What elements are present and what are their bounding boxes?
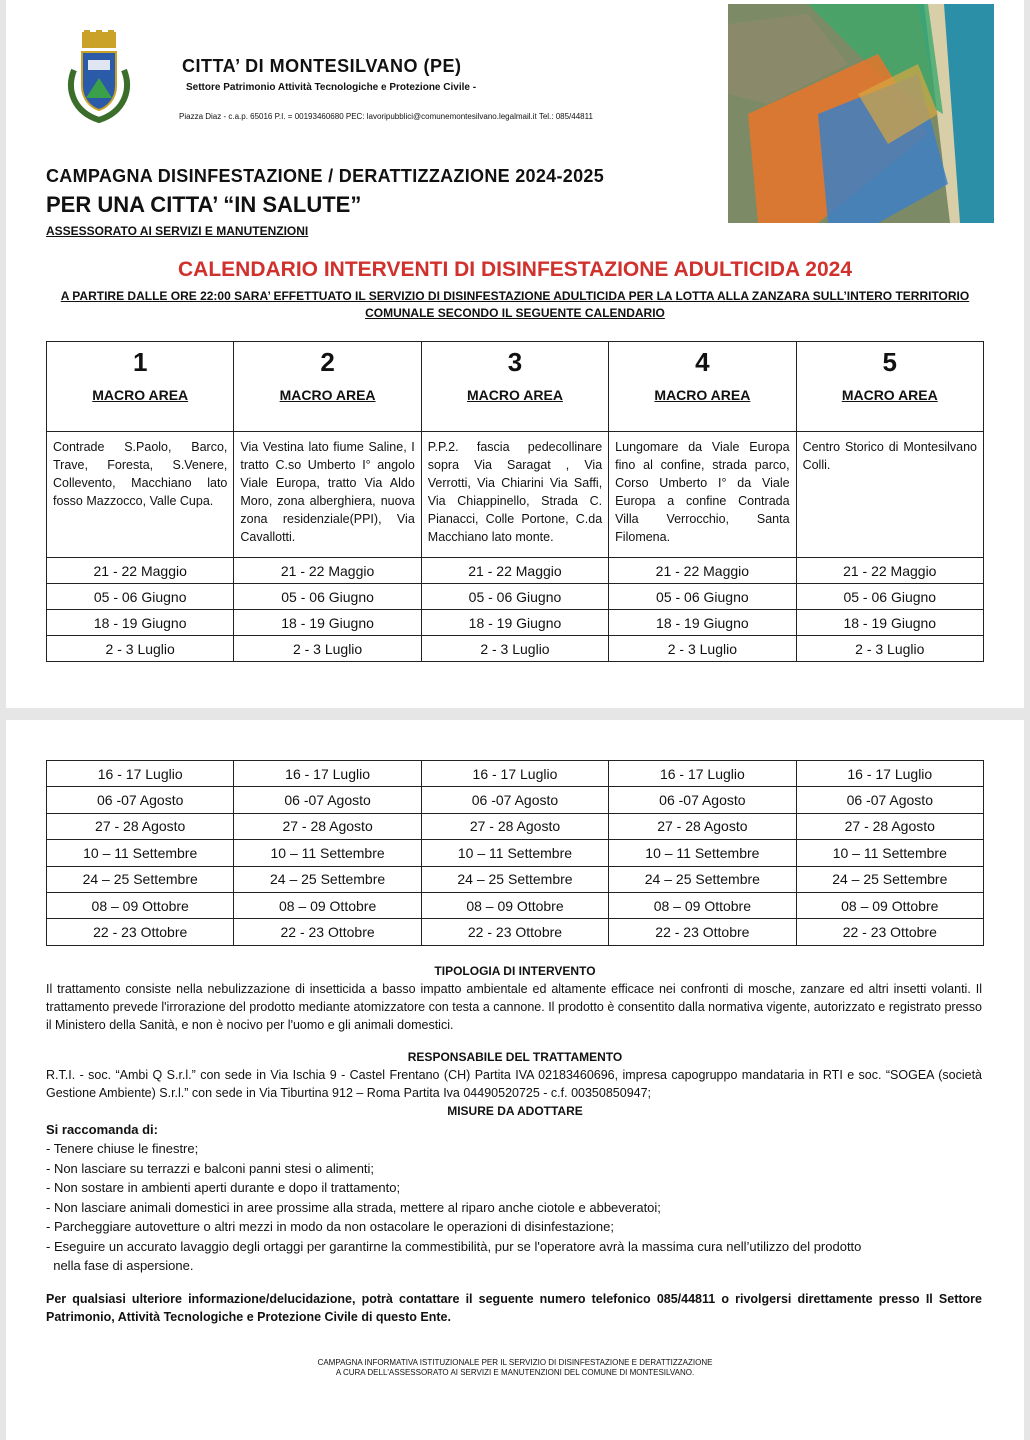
- area-label: MACRO AREA: [234, 382, 421, 432]
- area-label: MACRO AREA: [47, 382, 234, 432]
- document-page-1: [6, 0, 1024, 708]
- misure-item: - Tenere chiuse le finestre;: [46, 1141, 199, 1156]
- date-cell: 10 – 11 Settembre: [47, 840, 234, 866]
- misure-item: - Non lasciare animali domestici in aree prossime alla strada, mettere al riparo anche ciotole e abbeveratoi;: [46, 1199, 661, 1215]
- misure-list: [46, 1139, 982, 1276]
- date-cell: 05 - 06 Giugno: [796, 584, 983, 610]
- area-label: MACRO AREA: [421, 382, 608, 432]
- contact-address: Piazza Diaz - c.a.p. 65016 P.I. = 00193460680 PEC: lavoripubblici@comunemontesilvano.legalmail.it Tel.: 085/44811: [179, 112, 593, 121]
- tipologia-text: Il trattamento consiste nella nebulizzazione di insetticida a basso impatto ambientale ed altamente efficace nei confronti di mosche, zanzare ed altri insetti volanti. Il trattamento prevede l'irrorazione del prodotto mediante atomizzatore con testa a cannone. Il prodotto è consentito dalla normativa vigente, autorizzato e registrato presso il Ministero della Sanità, e non è nocivo per l'uomo e gli animali domestici.: [46, 982, 982, 1032]
- date-cell: 18 - 19 Giugno: [421, 610, 608, 636]
- date-cell: 16 - 17 Luglio: [47, 761, 234, 787]
- department-name: Settore Patrimonio Attività Tecnologiche e Protezione Civile -: [186, 82, 477, 93]
- date-cell: 22 - 23 Ottobre: [609, 919, 796, 945]
- misure-intro: Si raccomanda di:: [46, 1122, 158, 1137]
- date-cell: 24 – 25 Settembre: [796, 866, 983, 892]
- date-cell: 06 -07 Agosto: [47, 787, 234, 813]
- date-cell: 10 – 11 Settembre: [796, 840, 983, 866]
- area-description: Lungomare da Viale Europa fino al confine, strada parco, Corso Umberto I° da Viale Europa a confine Contrada Villa Verrocchio, Santa Filomena.: [609, 432, 796, 558]
- date-row: [47, 761, 984, 787]
- date-cell: 2 - 3 Luglio: [234, 636, 421, 662]
- date-cell: 21 - 22 Maggio: [609, 558, 796, 584]
- date-cell: 27 - 28 Agosto: [234, 813, 421, 839]
- misure-item: - Eseguire un accurato lavaggio degli ortaggi per garantirne la commestibilità, pur se l'operatore avrà la massima cura nell’utilizzo del prodotto: [46, 1238, 862, 1254]
- date-cell: 16 - 17 Luglio: [609, 761, 796, 787]
- date-cell: 16 - 17 Luglio: [796, 761, 983, 787]
- date-cell: 22 - 23 Ottobre: [421, 919, 608, 945]
- date-cell: 05 - 06 Giugno: [421, 584, 608, 610]
- calendar-subtitle: A PARTIRE DALLE ORE 22:00 SARA’ EFFETTUATO IL SERVIZIO DI DISINFESTAZIONE ADULTICIDA PER LA LOTTA ALLA ZANZARA SULL’INTERO TERRITORIO COMUNALE SECONDO IL SEGUENTE CALENDARIO: [60, 289, 970, 320]
- city-name: CITTA’ DI MONTESILVANO (PE): [182, 56, 462, 76]
- date-cell: 21 - 22 Maggio: [47, 558, 234, 584]
- misure-item: nella fase di aspersione.: [46, 1258, 194, 1273]
- responsabile-heading: RESPONSABILE DEL TRATTAMENTO: [407, 1050, 623, 1064]
- date-cell: 08 – 09 Ottobre: [796, 892, 983, 918]
- date-row: [47, 840, 984, 866]
- misure-item: - Non sostare in ambienti aperti durante e dopo il trattamento;: [46, 1180, 401, 1195]
- date-cell: 27 - 28 Agosto: [47, 813, 234, 839]
- date-cell: 18 - 19 Giugno: [47, 610, 234, 636]
- area-label: MACRO AREA: [609, 382, 796, 432]
- campaign-slogan: PER UNA CITTA’ “IN SALUTE”: [46, 192, 362, 217]
- area-number: 1: [47, 342, 234, 383]
- date-cell: 2 - 3 Luglio: [609, 636, 796, 662]
- date-cell: 2 - 3 Luglio: [47, 636, 234, 662]
- date-cell: 24 – 25 Settembre: [421, 866, 608, 892]
- footer-line: A CURA DELL'ASSESSORATO AI SERVIZI E MANUTENZIONI DEL COMUNE DI MONTESILVANO.: [335, 1368, 695, 1377]
- date-cell: 05 - 06 Giugno: [234, 584, 421, 610]
- document-page-2: [6, 720, 1024, 1440]
- misure-item: - Parcheggiare autovetture o altri mezzi in modo da non ostacolare le operazioni di disinfestazione;: [46, 1219, 614, 1234]
- misure-heading: MISURE DA ADOTTARE: [447, 1104, 583, 1118]
- footer: [6, 1358, 1024, 1378]
- date-cell: 18 - 19 Giugno: [234, 610, 421, 636]
- date-cell: 08 – 09 Ottobre: [234, 892, 421, 918]
- date-cell: 22 - 23 Ottobre: [234, 919, 421, 945]
- date-cell: 08 – 09 Ottobre: [421, 892, 608, 918]
- date-cell: 06 -07 Agosto: [421, 787, 608, 813]
- date-row: [47, 919, 984, 945]
- area-description: P.P.2. fascia pedecollinare sopra Via Saragat , Via Verrotti, Via Chiarini Via Saffi, Via Chiappinello, Strada C. Pianacci, Colle Portone, C.da Macchiano lato monte.: [421, 432, 608, 558]
- date-cell: 16 - 17 Luglio: [421, 761, 608, 787]
- date-cell: 08 – 09 Ottobre: [47, 892, 234, 918]
- calendar-title: CALENDARIO INTERVENTI DI DISINFESTAZIONE ADULTICIDA 2024: [178, 258, 852, 281]
- date-cell: 24 – 25 Settembre: [47, 866, 234, 892]
- macro-area-map-image: [728, 4, 994, 223]
- date-cell: 05 - 06 Giugno: [47, 584, 234, 610]
- date-cell: 06 -07 Agosto: [609, 787, 796, 813]
- date-row: [47, 610, 984, 636]
- date-cell: 22 - 23 Ottobre: [796, 919, 983, 945]
- date-cell: 18 - 19 Giugno: [796, 610, 983, 636]
- date-row: [47, 558, 984, 584]
- area-description: Contrade S.Paolo, Barco, Trave, Foresta, S.Venere, Collevento, Macchiano lato fosso Mazzocco, Valle Cupa.: [47, 432, 234, 558]
- date-cell: 24 – 25 Settembre: [234, 866, 421, 892]
- date-row: [47, 892, 984, 918]
- date-cell: 05 - 06 Giugno: [609, 584, 796, 610]
- area-number: 3: [421, 342, 608, 383]
- calendar-table-page-1: [46, 341, 984, 662]
- date-row: [47, 787, 984, 813]
- date-cell: 27 - 28 Agosto: [796, 813, 983, 839]
- date-row: [47, 636, 984, 662]
- department-label: ASSESSORATO AI SERVIZI E MANUTENZIONI: [46, 224, 309, 238]
- date-cell: 2 - 3 Luglio: [421, 636, 608, 662]
- city-crest-logo: [64, 30, 134, 125]
- date-cell: 21 - 22 Maggio: [421, 558, 608, 584]
- area-number: 5: [796, 342, 983, 383]
- footer-line: CAMPAGNA INFORMATIVA ISTITUZIONALE PER IL SERVIZIO DI DISINFESTAZIONE E DERATTIZZAZIONE: [317, 1358, 713, 1367]
- responsabile-text: R.T.I. - soc. “Ambi Q S.r.l.” con sede in Via Ischia 9 - Castel Frentano (CH) Partita IVA 02183460696, impresa capogruppo mandataria in RTI e soc. “SOGEA (società Gestione Ambiente) S.r.l.” con sede in Via Tiburtina 912 – Roma Partita Iva 04490520725 - c.f. 00350850947;: [46, 1068, 982, 1100]
- area-label: MACRO AREA: [796, 382, 983, 432]
- area-description: Centro Storico di Montesilvano Colli.: [796, 432, 983, 558]
- area-description: Via Vestina lato fiume Saline, I tratto C.so Umberto I° angolo Viale Europa, tratto Via Aldo Moro, zona alberghiera, nuova zona residenziale(PPI), Via Cavallotti.: [234, 432, 421, 558]
- date-cell: 18 - 19 Giugno: [609, 610, 796, 636]
- area-number: 2: [234, 342, 421, 383]
- date-cell: 22 - 23 Ottobre: [47, 919, 234, 945]
- date-cell: 27 - 28 Agosto: [609, 813, 796, 839]
- date-row: [47, 813, 984, 839]
- calendar-table-page-2: [46, 760, 984, 946]
- misure-item: - Non lasciare su terrazzi e balconi panni stesi o alimenti;: [46, 1160, 375, 1176]
- date-cell: 08 – 09 Ottobre: [609, 892, 796, 918]
- date-cell: 21 - 22 Maggio: [234, 558, 421, 584]
- date-row: [47, 584, 984, 610]
- contact-text: Per qualsiasi ulteriore informazione/delucidazione, potrà contattare il seguente numero telefonico 085/44811 o rivolgersi direttamente presso Il Settore Patrimonio, Attività Tecnologiche e Protezione Civile di questo Ente.: [46, 1292, 982, 1324]
- date-cell: 10 – 11 Settembre: [234, 840, 421, 866]
- date-row: [47, 866, 984, 892]
- date-cell: 24 – 25 Settembre: [609, 866, 796, 892]
- date-cell: 16 - 17 Luglio: [234, 761, 421, 787]
- date-cell: 10 – 11 Settembre: [421, 840, 608, 866]
- date-cell: 10 – 11 Settembre: [609, 840, 796, 866]
- date-cell: 21 - 22 Maggio: [796, 558, 983, 584]
- area-number: 4: [609, 342, 796, 383]
- date-cell: 06 -07 Agosto: [796, 787, 983, 813]
- date-cell: 27 - 28 Agosto: [421, 813, 608, 839]
- tipologia-heading: TIPOLOGIA DI INTERVENTO: [434, 964, 596, 978]
- campaign-title: CAMPAGNA DISINFESTAZIONE / DERATTIZZAZIONE 2024-2025: [46, 166, 604, 186]
- date-cell: 06 -07 Agosto: [234, 787, 421, 813]
- date-cell: 2 - 3 Luglio: [796, 636, 983, 662]
